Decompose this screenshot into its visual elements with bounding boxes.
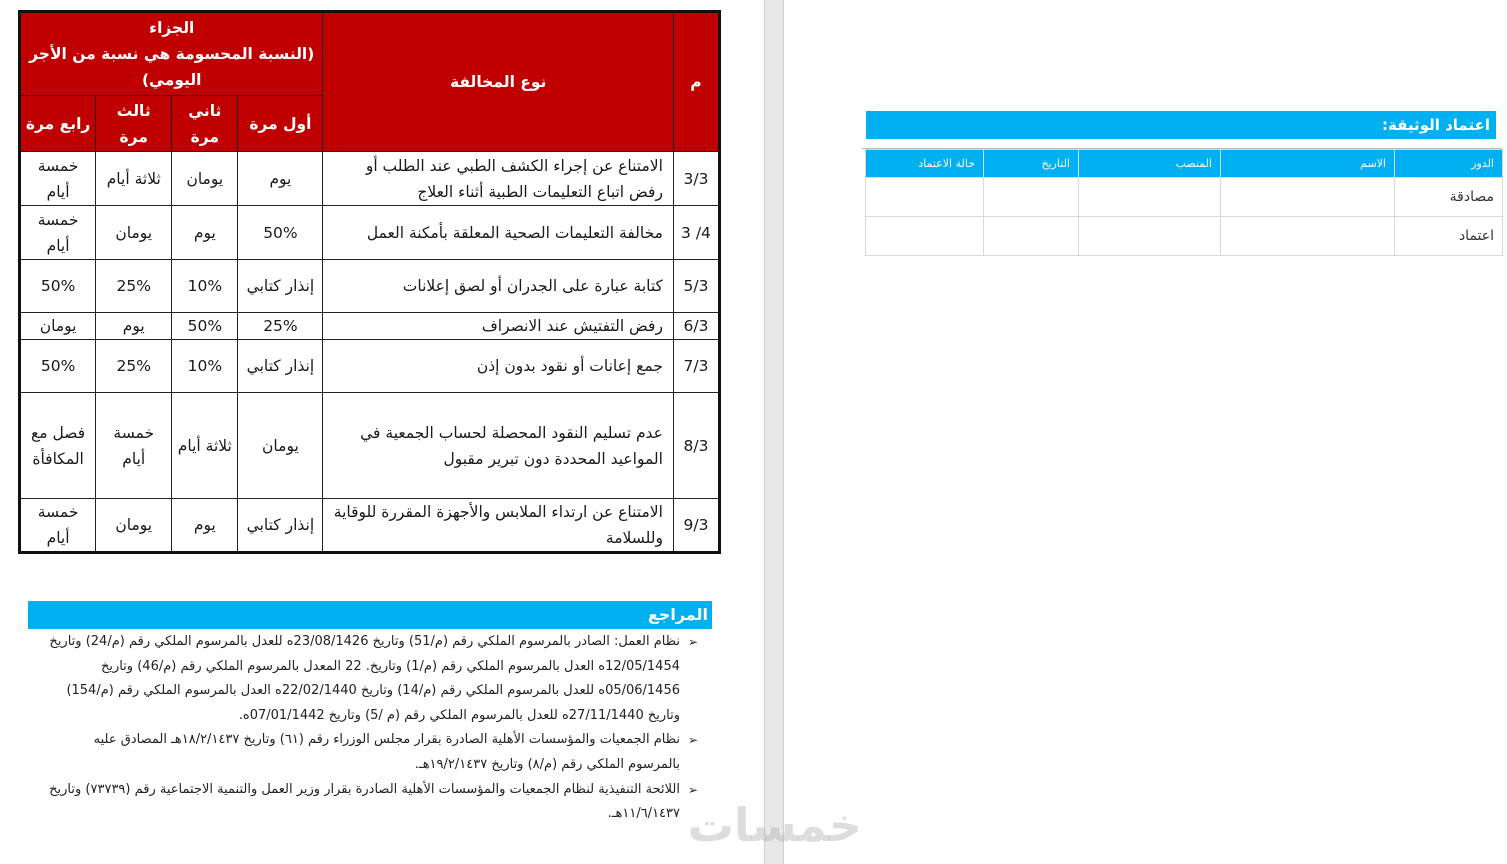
row-fourth: 50% <box>20 260 96 313</box>
cell-name[interactable] <box>1221 178 1395 217</box>
row-violation: الامتناع عن ارتداء الملابس والأجهزة المقررة للوقاية وللسلامة <box>323 499 673 553</box>
row-violation: رفض التفتيش عند الانصراف <box>323 313 673 340</box>
row-third: يومان <box>96 499 172 553</box>
row-violation: مخالفة التعليمات الصحية المعلقة بأمكنة العمل <box>323 206 673 260</box>
row-first: يومان <box>238 393 323 499</box>
row-first: 25% <box>238 313 323 340</box>
row-number: 5/3 <box>673 260 719 313</box>
row-first: 50% <box>238 206 323 260</box>
row-second: 50% <box>172 313 238 340</box>
row-second: 10% <box>172 340 238 393</box>
header-index: م <box>673 12 719 152</box>
row-number: 7/3 <box>673 340 719 393</box>
row-fourth: 50% <box>20 340 96 393</box>
header-second: ثاني مرة <box>172 96 238 152</box>
arrow-bullet-icon: ➢ <box>687 782 698 797</box>
row-third: يوم <box>96 313 172 340</box>
header-fourth: رابع مرة <box>20 96 96 152</box>
cell-date[interactable] <box>984 178 1079 217</box>
col-position: المنصب <box>1079 150 1221 178</box>
row-first: إنذار كتابي <box>238 260 323 313</box>
row-violation: الامتناع عن إجراء الكشف الطبي عند الطلب أو رفض اتباع التعليمات الطبية أثناء العلاج <box>323 152 673 206</box>
watermark-logo: خمسات <box>687 798 862 852</box>
row-violation: كتابة عبارة على الجدران أو لصق إعلانات <box>323 260 673 313</box>
table-row <box>866 217 1503 256</box>
row-second: 10% <box>172 260 238 313</box>
references-list <box>40 630 700 827</box>
arrow-bullet-icon: ➢ <box>687 733 698 748</box>
row-third: ثلاثة أيام <box>96 152 172 206</box>
row-second: يوم <box>172 206 238 260</box>
table-row <box>20 499 720 553</box>
cell-position[interactable] <box>1079 178 1221 217</box>
reference-text: نظام الجمعيات والمؤسسات الأهلية الصادرة بقرار مجلس الوزراء رقم (٦١) وتاريخ ١٨/٢/١٤٣٧هـ المصادق عليه بالمرسوم الملكي رقم (م/٨) وتاريخ ١٩/٢/١٤٣٧هـ. <box>93 732 680 772</box>
header-first: أول مرة <box>238 96 323 152</box>
header-violation: نوع المخالفة <box>323 12 673 152</box>
row-number: 6/3 <box>673 313 719 340</box>
penalty-table <box>18 10 721 554</box>
row-fourth: فصل مع المكافأة <box>20 393 96 499</box>
approval-heading: اعتماد الوثيقة: <box>866 111 1496 139</box>
row-first: إنذار كتابي <box>238 499 323 553</box>
header-penalty-line1: الجزاء <box>149 19 195 37</box>
table-row <box>20 340 720 393</box>
row-number: 3/3 <box>673 152 719 206</box>
header-third: ثالث مرة <box>96 96 172 152</box>
col-status: حالة الاعتماد <box>866 150 984 178</box>
cell-status[interactable] <box>866 217 984 256</box>
row-violation: عدم تسليم النقود المحصلة لحساب الجمعية في المواعيد المحددة دون تبرير مقبول <box>323 393 673 499</box>
row-fourth: خمسة أيام <box>20 206 96 260</box>
row-first: يوم <box>238 152 323 206</box>
row-first: إنذار كتابي <box>238 340 323 393</box>
col-name: الاسم <box>1221 150 1395 178</box>
col-date: التاريخ <box>984 150 1079 178</box>
references-heading: المراجع <box>28 601 712 629</box>
table-row <box>20 152 720 206</box>
reference-text: اللائحة التنفيذية لنظام الجمعيات والمؤسسات الأهلية الصادرة بقرار وزير العمل والتنمية الاجتماعية رقم (٧٣٧٣٩) وتاريخ ١١/٦/١٤٣٧هـ. <box>49 781 680 822</box>
reference-item <box>40 630 700 728</box>
cell-role: مصادقة <box>1395 178 1503 217</box>
reference-item <box>40 728 700 777</box>
row-fourth: يومان <box>20 313 96 340</box>
cell-position[interactable] <box>1079 217 1221 256</box>
row-fourth: خمسة أيام <box>20 499 96 553</box>
table-row <box>20 393 720 499</box>
header-penalty-line2: (النسبة المحسومة هي نسبة من الأجر اليومي) <box>29 45 315 89</box>
header-penalty <box>20 12 323 96</box>
table-row <box>866 178 1503 217</box>
table-row <box>20 313 720 340</box>
cell-role: اعتماد <box>1395 217 1503 256</box>
row-third: 25% <box>96 260 172 313</box>
row-number: 8/3 <box>673 393 719 499</box>
table-row <box>20 260 720 313</box>
row-third: يومان <box>96 206 172 260</box>
row-second: ثلاثة أيام <box>172 393 238 499</box>
row-fourth: خمسة أيام <box>20 152 96 206</box>
arrow-bullet-icon: ➢ <box>687 635 698 649</box>
reference-text: نظام العمل: الصادر بالمرسوم الملكي رقم (م/51) وتاريخ 23/08/1426ه للعدل بالمرسوم الملكي رقم (م/24) وتاريخ 12/05/1454ه العدل بالمرسوم الملكي رقم (م/1) وتاريخ. 22 المعدل بالمرسوم الملكي رقم (م/46) وتاريخ 05/06/1456ه للعدل بالمرسوم الملكي رقم (م/14) وتاريخ 22/02/1440ه العدل بالمرسوم الملكي رقم (م/154) وتاريخ 27/11/1440ه للعدل بالمرسوم الملكي رقم (م /5) وتاريخ 07/01/1442ه. <box>49 634 680 723</box>
reference-item <box>40 778 700 827</box>
row-number: 3 /4 <box>673 206 719 260</box>
row-second: يومان <box>172 152 238 206</box>
approval-table <box>865 149 1503 256</box>
row-second: يوم <box>172 499 238 553</box>
table-row <box>20 206 720 260</box>
col-role: الدور <box>1395 150 1503 178</box>
cell-name[interactable] <box>1221 217 1395 256</box>
page-gap <box>764 0 784 864</box>
row-violation: جمع إعانات أو نقود بدون إذن <box>323 340 673 393</box>
cell-date[interactable] <box>984 217 1079 256</box>
cell-status[interactable] <box>866 178 984 217</box>
row-third: 25% <box>96 340 172 393</box>
row-third: خمسة أيام <box>96 393 172 499</box>
row-number: 9/3 <box>673 499 719 553</box>
